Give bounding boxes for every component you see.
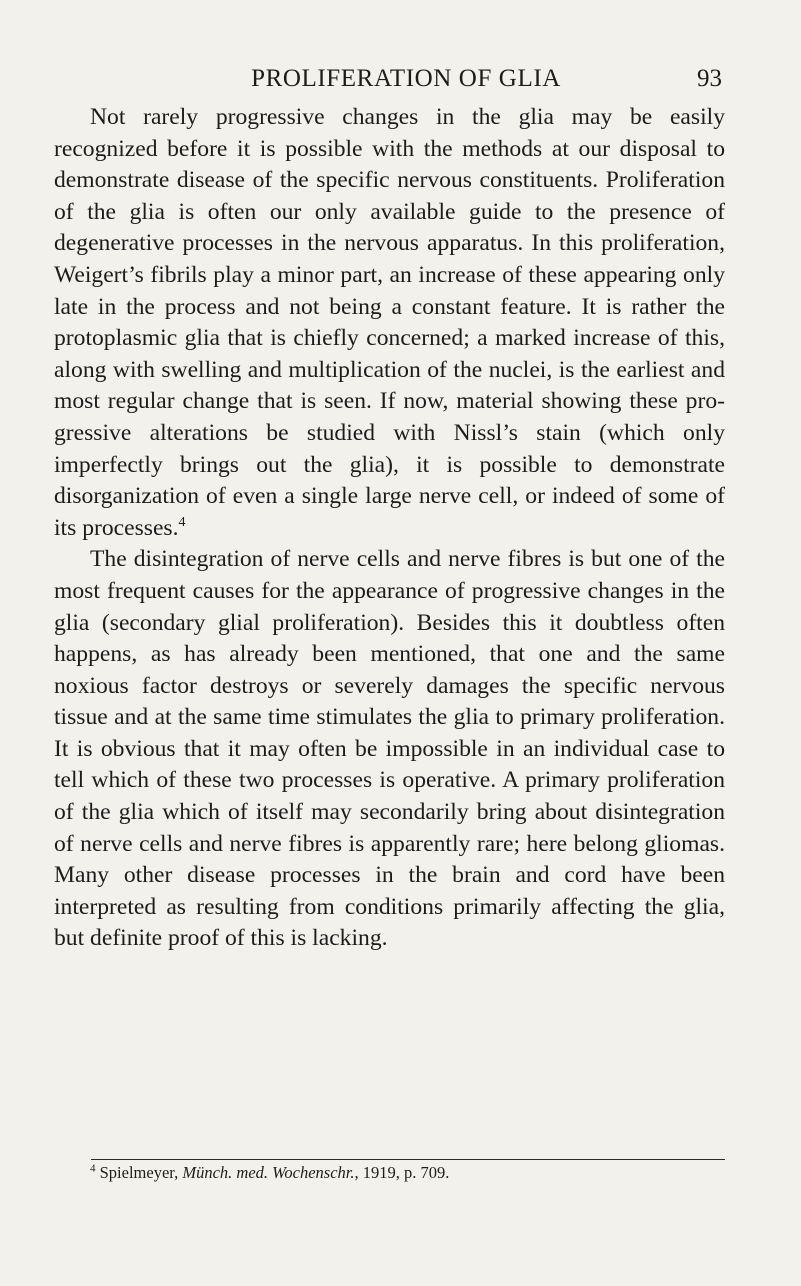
body-text [54, 102, 725, 955]
footnote-details: , 1919, p. 709. [354, 1163, 450, 1182]
paragraph-2 [54, 544, 725, 955]
paragraph-1-text: Not rarely progressive changes in the glia may be easily recognized before it is possible with the methods at our disposal to demonstrate disease of the specific nervous constituents. Proliferation of the glia is often our only available guide to the presence of degenerative processes in the nervous apparatus. In this proliferation, Weigert’s fibrils play a minor part, an increase of these appearing only late in the process and not being a constant feature. It is rather the protoplasmic glia that is chiefly concerned; a marked increase of this, along with swelling and multiplication of the nuclei, is the earliest and most regular change that is seen. If now, material showing these progressive alterations be studied with Nissl’s stain (which only imperfectly brings out the glia), it is possible to demonstrate disorganization of even a single large nerve cell, or indeed of some of its processes. [54, 104, 725, 541]
running-head [90, 62, 722, 96]
footnote-rule [91, 1159, 725, 1160]
footnote-mark: 4 [90, 1162, 96, 1175]
paragraph-2-text: The disintegration of nerve cells and nerve fibres is but one of the most frequent causes for the appearance of progressive changes in the glia (secondary glial proliferation). Besides this it doubtless often happens, as has already been mentioned, that one and the same noxious factor destroys or severely damages the specific nervous tissue and at the same time stimulates the glia to primary proliferation. It is obvious that it may often be impossible in an individual case to tell which of these two processes is operative. A primary proliferation of the glia which of itself may secondarily bring about disintegration of nerve cells and nerve fibres is apparently rare; here belong gliomas. Many other disease processes in the brain and cord have been interpreted as resulting from conditions primarily affecting the glia, but definite proof of this is lacking. [54, 546, 725, 952]
page-number: 93 [697, 65, 722, 92]
footnote-journal: Münch. med. Wochenschr. [182, 1163, 355, 1182]
running-title: PROLIFERATION OF GLIA [251, 65, 561, 92]
footnote [90, 1162, 730, 1184]
paragraph-1 [54, 102, 725, 544]
footnote-reference: 4 [178, 514, 186, 530]
footnote-author: Spielmeyer, [99, 1163, 179, 1182]
